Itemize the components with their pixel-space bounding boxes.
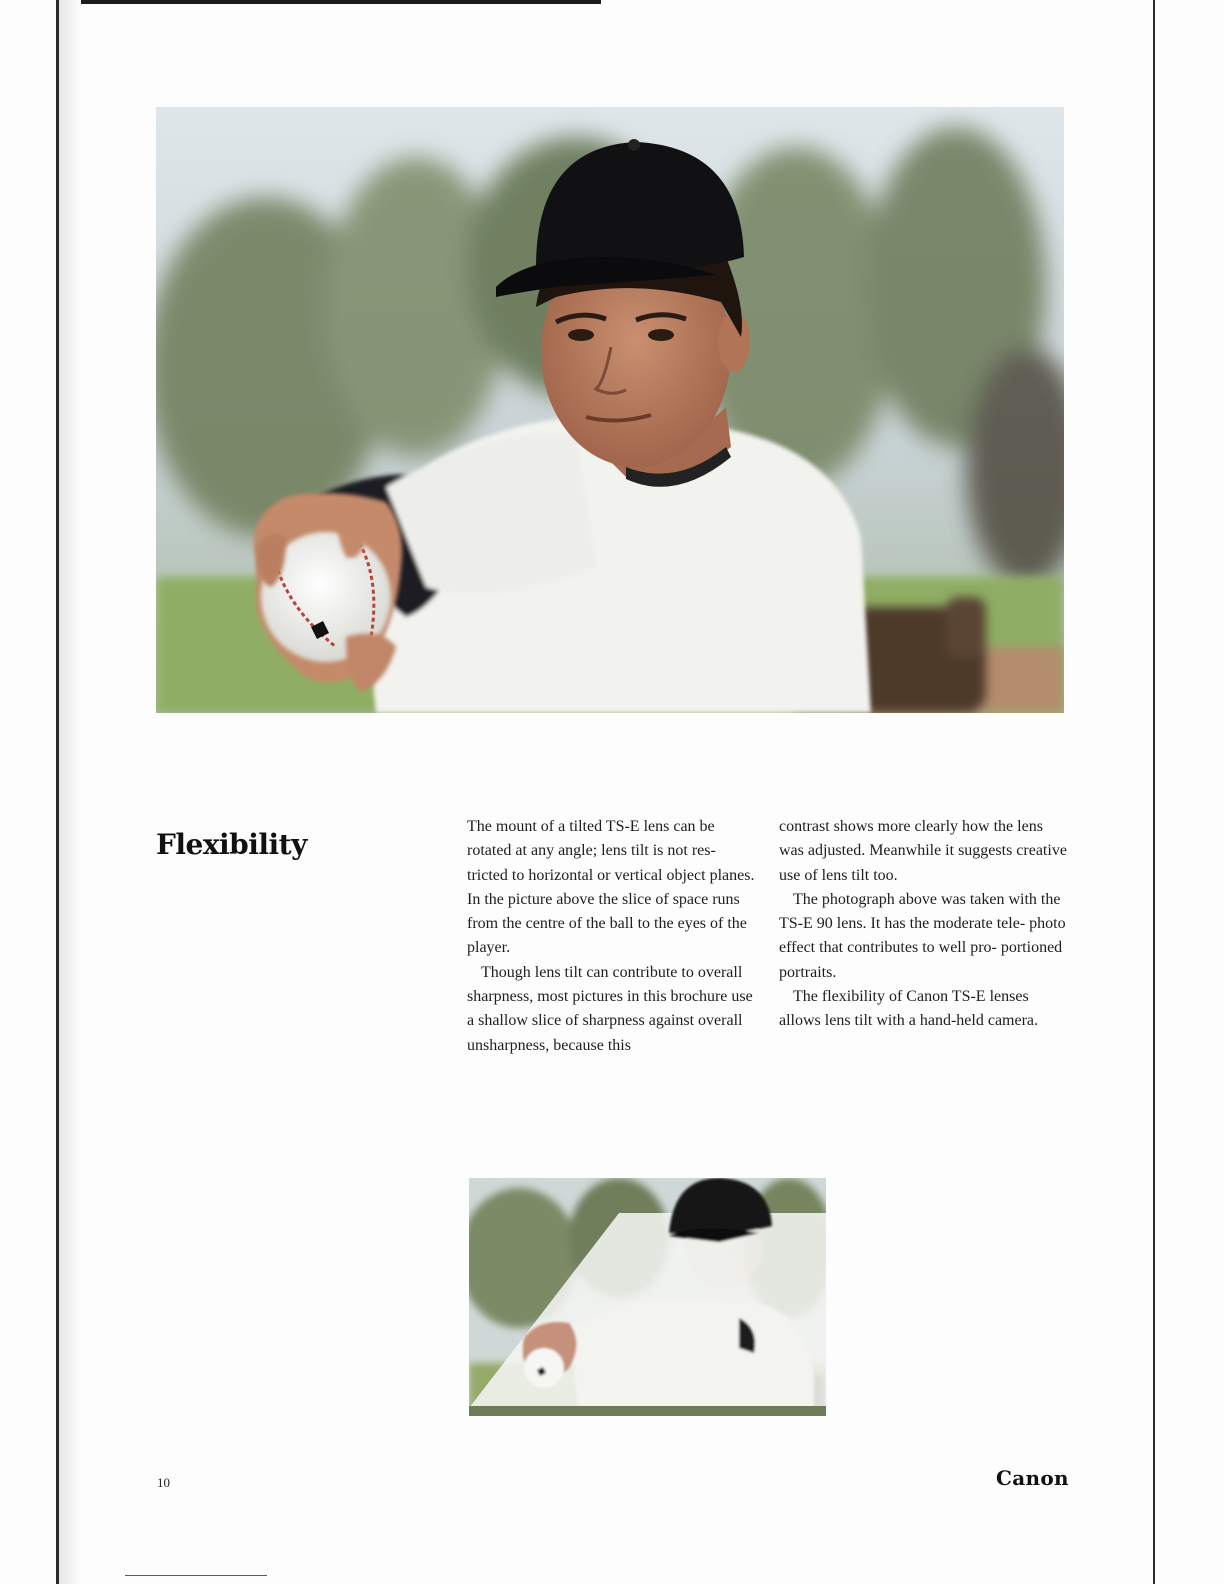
sharpness-plane-image xyxy=(469,1178,826,1416)
page-number: 10 xyxy=(157,1475,170,1490)
inset-photo xyxy=(469,1178,826,1416)
body-column-1 xyxy=(467,815,757,1058)
main-photo xyxy=(156,107,1064,713)
scan-edge-left xyxy=(56,0,59,1584)
paragraph: The mount of a tilted TS-E lens can be rotated at any angle; lens tilt is not res- tricted to horizontal or vertical object planes. In the picture above the slice of space runs from the centre of the ball to the eyes of the player. xyxy=(467,818,755,957)
page-gutter-shadow xyxy=(59,0,81,1584)
paragraph: Though lens tilt can contribute to overall sharpness, most pictures in this brochure use a shallow slice of sharpness against overall unsharpness, because this xyxy=(467,963,753,1054)
paragraph: contrast shows more clearly how the lens was adjusted. Meanwhile it suggests creative use of lens tilt too. xyxy=(779,818,1067,884)
scan-edge-right xyxy=(1153,0,1155,1584)
canon-logo: Canon xyxy=(996,1466,1069,1490)
baseball-player-image xyxy=(156,107,1064,713)
body-column-2 xyxy=(779,815,1069,1034)
paragraph: The flexibility of Canon TS-E lenses allows lens tilt with a hand-held camera. xyxy=(779,988,1039,1030)
scan-edge-bottom xyxy=(125,1575,267,1576)
scan-edge-top xyxy=(56,0,601,4)
paragraph: The photograph above was taken with the TS-E 90 lens. It has the moderate tele- photo effect that contributes to well pro- portioned portraits. xyxy=(779,890,1066,981)
section-title: Flexibility xyxy=(156,828,307,861)
